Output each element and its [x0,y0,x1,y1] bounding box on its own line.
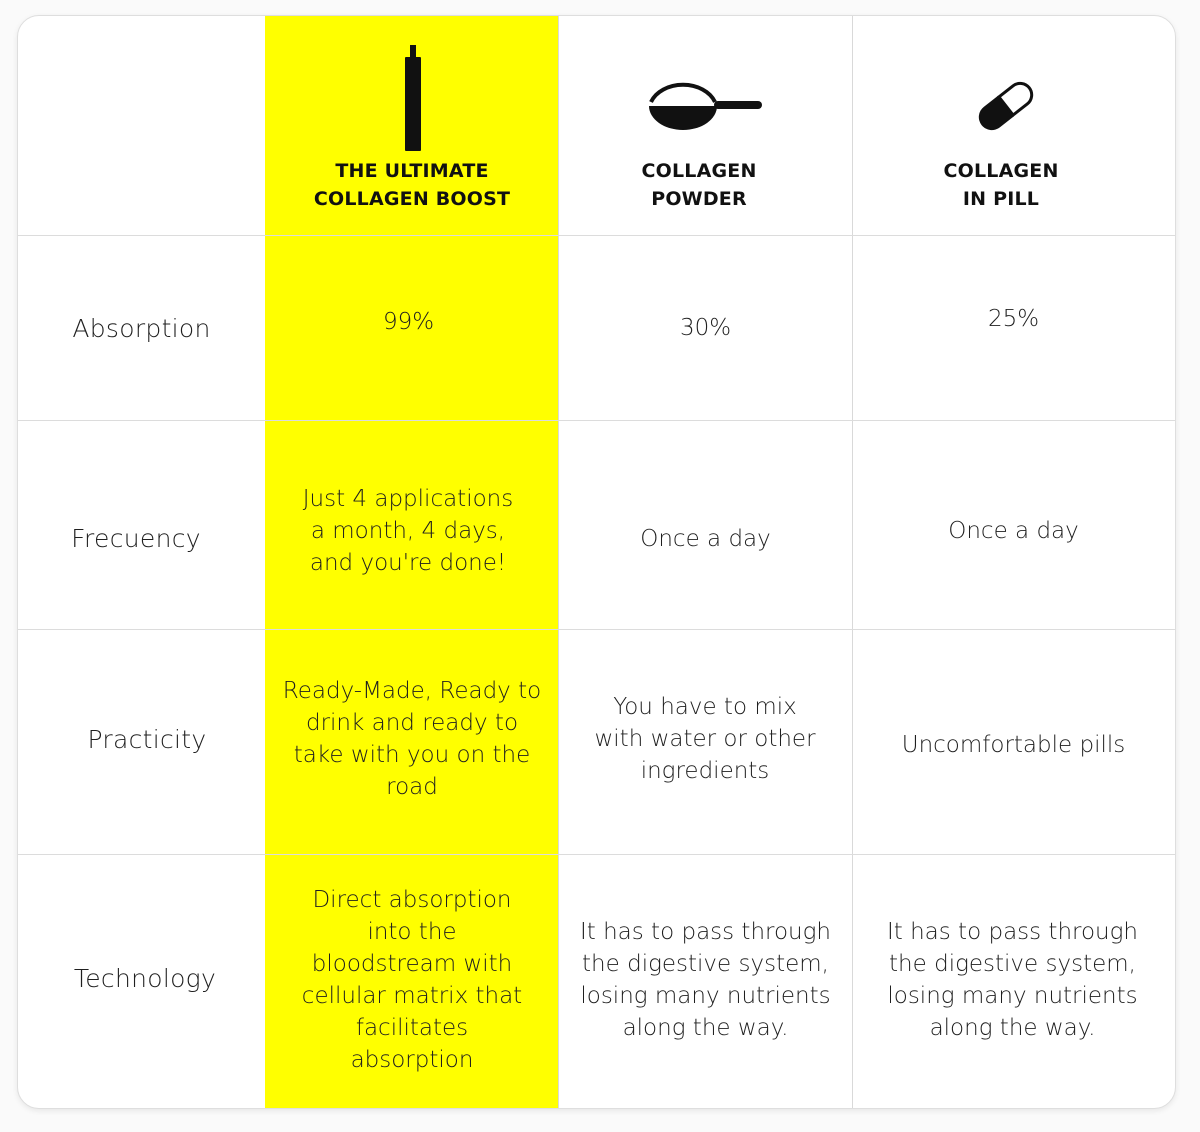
column-title-line: POWDER [651,188,747,210]
column-title-line: COLLAGEN BOOST [313,188,511,210]
row-label-technology: Technology [73,963,217,993]
capsule-icon [968,74,1044,138]
frecuency-value-boost: Just 4 applications a month, 4 days, and you're done! [302,486,514,576]
row-label-absorption: Absorption [72,313,211,343]
spray-bottle-icon [401,45,425,153]
row-label-practicity: Practicity [87,724,207,754]
column-title-line: THE ULTIMATE [335,160,489,182]
column-title-ultimate-collagen-boost [265,157,559,213]
frecuency-value-powder: Once a day [640,525,771,552]
practicity-value-pill: Uncomfortable pills [901,732,1126,758]
column-title-line: IN PILL [962,188,1040,210]
technology-value-boost: Direct absorption into the bloodstream with cellular matrix that facilitates absorption [301,887,523,1073]
row-label-frecuency: Frecuency [71,524,201,553]
absorption-value-boost: 99% [382,309,435,335]
technology-value-powder: It has to pass through the digestive system, losing many nutrients along the way. [579,919,832,1041]
column-title-line: COLLAGEN [641,160,757,182]
technology-value-pill: It has to pass through the digestive system, losing many nutrients along the way. [886,919,1139,1041]
practicity-value-powder: You have to mix with water or other ingredients [594,694,816,784]
absorption-value-powder: 30% [679,315,732,341]
scoop-icon [648,76,764,132]
comparison-table [17,15,1176,1109]
absorption-value-pill: 25% [987,306,1040,332]
column-title-line: COLLAGEN [943,160,1059,182]
practicity-value-boost: Ready-Made, Ready to drink and ready to take with you on the road [282,678,542,800]
frecuency-value-pill: Once a day [948,518,1079,544]
column-title-collagen-in-pill [852,157,1150,213]
column-title-collagen-powder [558,157,840,213]
